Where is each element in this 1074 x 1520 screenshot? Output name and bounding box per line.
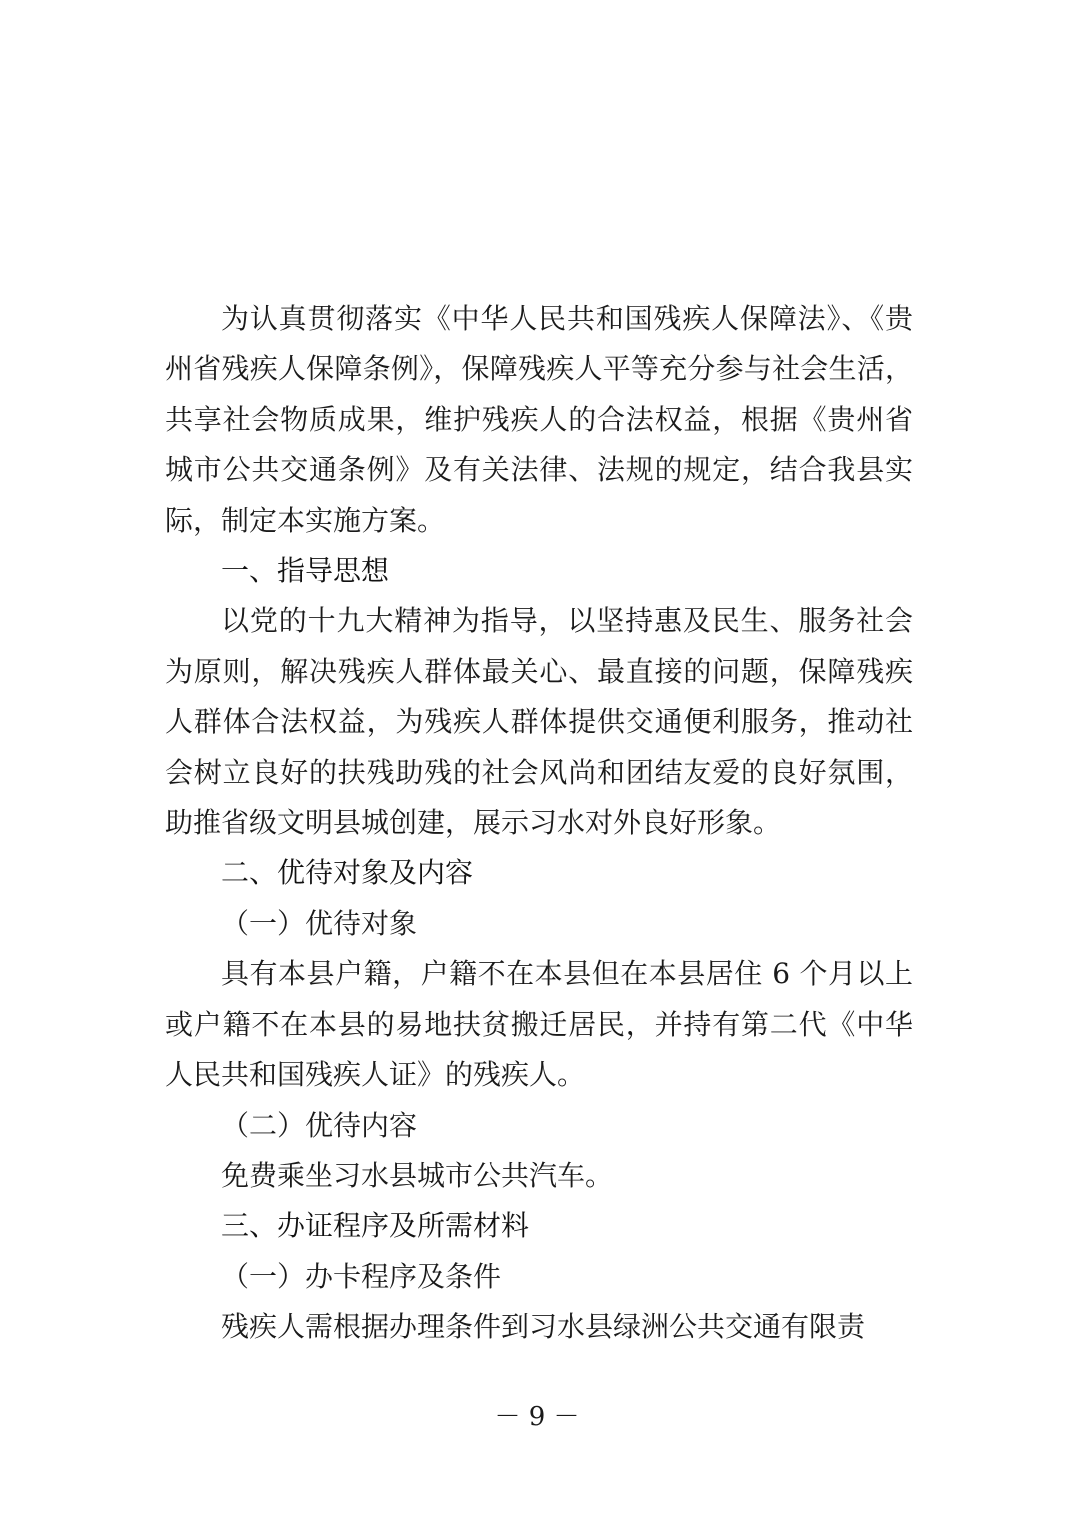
document-body bbox=[165, 294, 913, 1353]
procedure-paragraph: 残疾人需根据办理条件到习水县绿洲公共交通有限责 bbox=[221, 1310, 866, 1344]
content-paragraph: 免费乘坐习水县城市公共汽车。 bbox=[221, 1158, 614, 1192]
page-number: － 9 － bbox=[494, 1402, 580, 1432]
targets-paragraph: 具有本县户籍，户籍不在本县但在本县居住 6 个月以上或户籍不在本县的易地扶贫搬迁居民，并持有第二代《中华人民共和国残疾人证》的残疾人。 bbox=[165, 957, 913, 1092]
section-heading-procedure: 三、办证程序及所需材料 bbox=[221, 1209, 530, 1243]
guiding-thought-paragraph: 以党的十九大精神为指导，以坚持惠及民生、服务社会为原则，解决残疾人群体最关心、最直接的问题，保障残疾人群体合法权益，为残疾人群体提供交通便利服务，推动社会树立良好的扶残助残的社会风尚和团结友爱的良好氛围，助推省级文明县城创建，展示习水对外良好形象。 bbox=[165, 604, 913, 840]
section-heading-preferential-targets: 二、优待对象及内容 bbox=[221, 856, 474, 890]
subheading-procedure: （一）办卡程序及条件 bbox=[221, 1259, 502, 1293]
section-heading-guiding-thought: 一、指导思想 bbox=[221, 554, 390, 588]
subheading-targets: （一）优待对象 bbox=[221, 906, 418, 940]
intro-paragraph: 为认真贯彻落实《中华人民共和国残疾人保障法》、《贵州省残疾人保障条例》，保障残疾人平等充分参与社会生活，共享社会物质成果，维护残疾人的合法权益，根据《贵州省城市公共交通条例》及有关法律、法规的规定，结合我县实际，制定本实施方案。 bbox=[165, 302, 913, 537]
subheading-content: （二）优待内容 bbox=[221, 1108, 418, 1142]
